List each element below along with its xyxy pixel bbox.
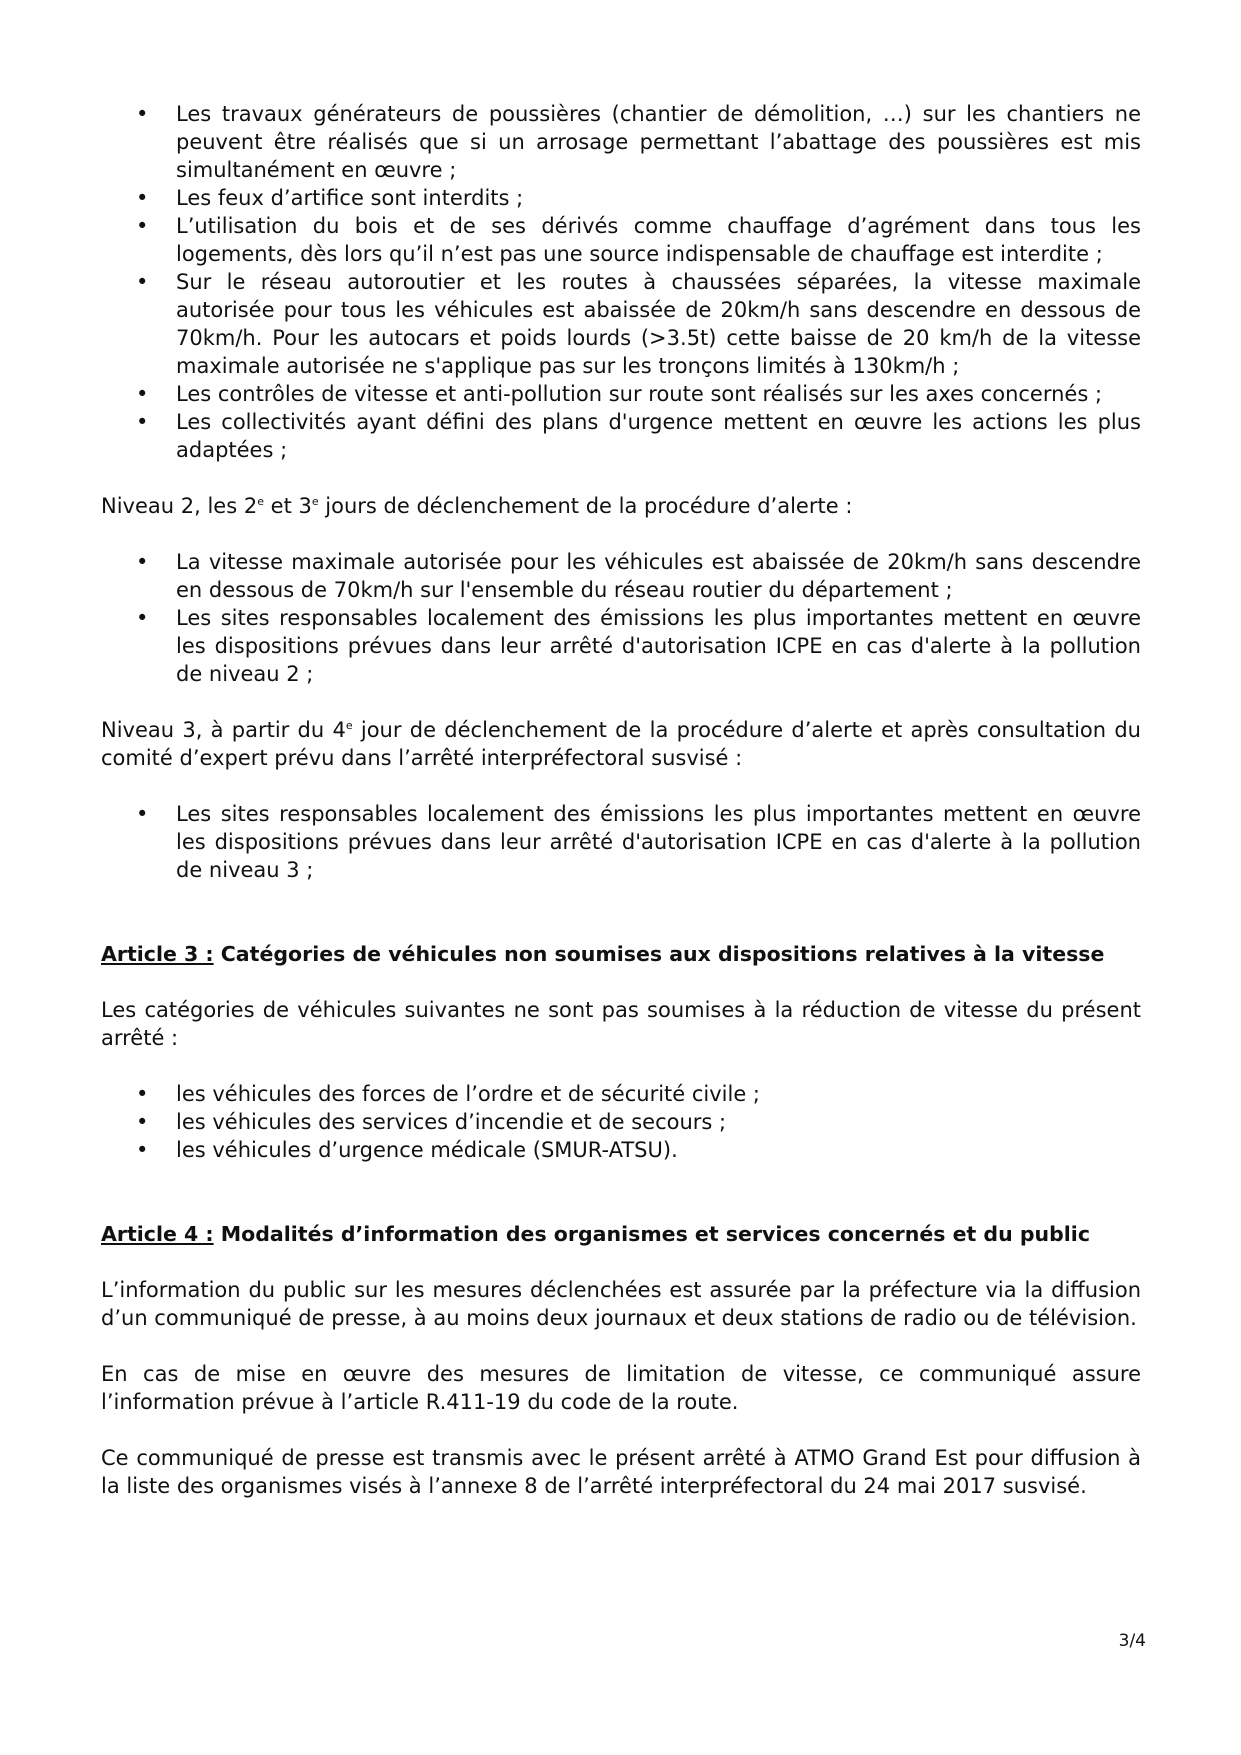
list-item: • Les contrôles de vitesse et anti-pollution sur route sont réalisés sur les axes concernés ; (101, 380, 1141, 408)
list-item: • Les sites responsables localement des émissions les plus importantes mettent en œuvre les dispositions prévues dans leur arrêté d'autorisation ICPE en cas d'alerte à la pollution de niveau 2 ; (101, 604, 1141, 688)
level2-intro: Niveau 2, les 2e et 3e jours de déclenchement de la procédure d’alerte : (101, 494, 853, 518)
page-number: 3/4 (1118, 1631, 1146, 1651)
level2-measures-list (101, 548, 1141, 688)
article-3-number: Article 3 : (101, 942, 214, 966)
list-item: • les véhicules d’urgence médicale (SMUR-ATSU). (101, 1136, 1141, 1164)
list-item: • Les feux d’artifice sont interdits ; (101, 184, 1141, 212)
list-item: • Les travaux générateurs de poussières (chantier de démolition, …) sur les chantiers ne peuvent être réalisés que si un arrosage permettant l’abattage des poussières est mis simultanément en œuvre ; (101, 100, 1141, 184)
list-item: • Les sites responsables localement des émissions les plus importantes mettent en œuvre les dispositions prévues dans leur arrêté d'autorisation ICPE en cas d'alerte à la pollution de niveau 3 ; (101, 800, 1141, 884)
level3-measures-list (101, 800, 1141, 884)
article-4-title: Modalités d’information des organismes et services concernés et du public (213, 1222, 1090, 1246)
list-item: • Sur le réseau autoroutier et les routes à chaussées séparées, la vitesse maximale autorisée pour tous les véhicules est abaissée de 20km/h sans descendre en dessous de 70km/h. Pour les autocars et poids lourds (>3.5t) cette baisse de 20 km/h de la vitesse maximale autorisée ne s'applique pas sur les tronçons limités à 130km/h ; (101, 268, 1141, 380)
list-item: • les véhicules des services d’incendie et de secours ; (101, 1108, 1141, 1136)
article-3-intro: Les catégories de véhicules suivantes ne sont pas soumises à la réduction de vitesse du présent arrêté : (101, 998, 1141, 1050)
article-4-paragraph: L’information du public sur les mesures déclenchées est assurée par la préfecture via la diffusion d’un communiqué de presse, à au moins deux journaux et deux stations de radio ou de télévision. (101, 1278, 1141, 1330)
article-4-heading (101, 1220, 1141, 1248)
article-4-number: Article 4 : (101, 1222, 214, 1246)
list-item: • les véhicules des forces de l’ordre et de sécurité civile ; (101, 1080, 1141, 1108)
article-3-title: Catégories de véhicules non soumises aux dispositions relatives à la vitesse (213, 942, 1105, 966)
list-item: • L’utilisation du bois et de ses dérivés comme chauffage d’agrément dans tous les logements, dès lors qu’il n’est pas une source indispensable de chauffage est interdite ; (101, 212, 1141, 268)
article-4-paragraph: En cas de mise en œuvre des mesures de limitation de vitesse, ce communiqué assure l’information prévue à l’article R.411-19 du code de la route. (101, 1362, 1141, 1414)
list-item: • La vitesse maximale autorisée pour les véhicules est abaissée de 20km/h sans descendre en dessous de 70km/h sur l'ensemble du réseau routier du département ; (101, 548, 1141, 604)
list-item: • Les collectivités ayant défini des plans d'urgence mettent en œuvre les actions les plus adaptées ; (101, 408, 1141, 464)
exempt-vehicles-list (101, 1080, 1141, 1164)
level3-intro: Niveau 3, à partir du 4e jour de déclenchement de la procédure d’alerte et après consultation du comité d’expert prévu dans l’arrêté interpréfectoral susvisé : (101, 718, 1141, 770)
page-content (101, 100, 1141, 1500)
article-3-heading (101, 940, 1141, 968)
level1-measures-list (101, 100, 1141, 464)
article-4-paragraph: Ce communiqué de presse est transmis avec le présent arrêté à ATMO Grand Est pour diffusion à la liste des organismes visés à l’annexe 8 de l’arrêté interpréfectoral du 24 mai 2017 susvisé. (101, 1446, 1141, 1498)
